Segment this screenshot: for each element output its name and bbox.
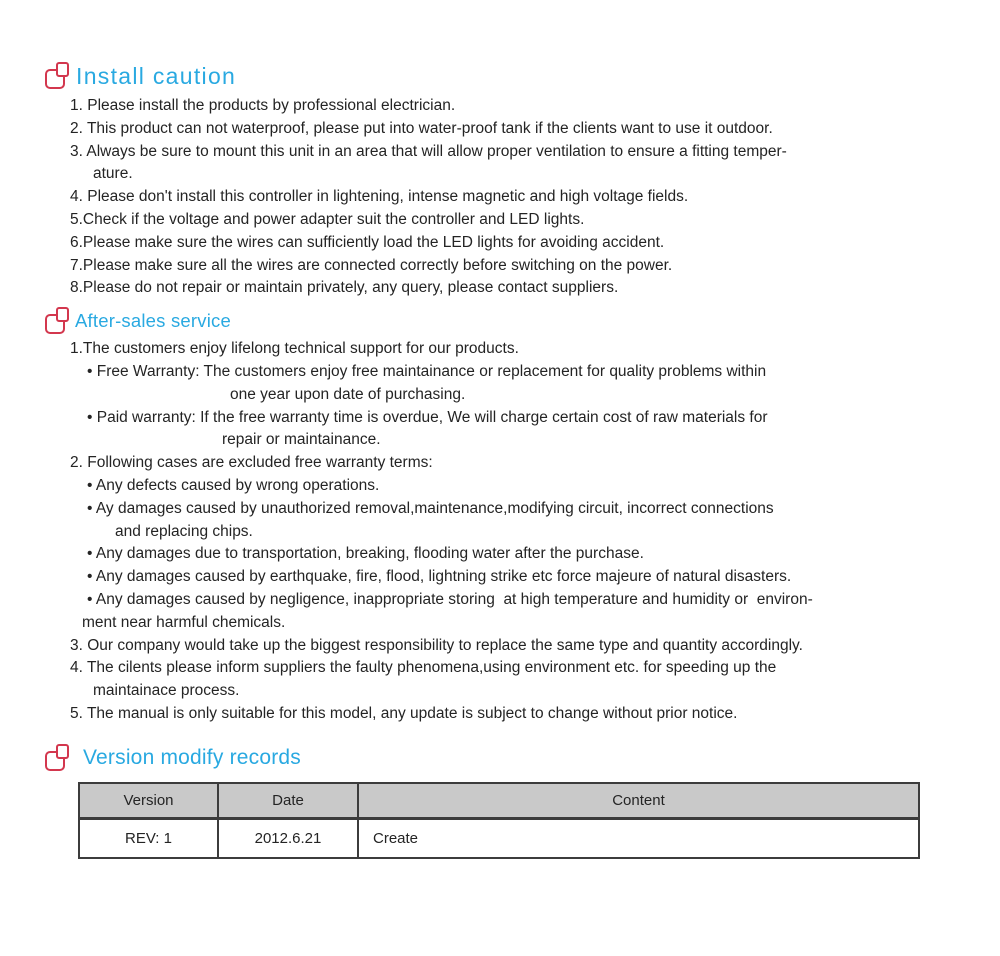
text-line: • Any defects caused by wrong operations.	[87, 476, 380, 494]
version-table-header-row	[79, 783, 919, 819]
pages-icon-front-square	[56, 307, 69, 322]
text-line: 5.Check if the voltage and power adapter suit the controller and LED lights.	[70, 210, 585, 228]
text-line: 2. This product can not waterproof, please put into water-proof tank if the clients want to use it outdoor.	[70, 119, 773, 137]
overlap-pages-icon	[45, 62, 72, 90]
text-line: 8.Please do not repair or maintain privately, any query, please contact suppliers.	[70, 279, 619, 297]
section-after-sales-service	[0, 307, 1000, 726]
text-line: 4. Please don't install this controller in lightening, intense magnetic and high voltage fields.	[70, 188, 689, 206]
section-title: After-sales service	[75, 310, 231, 332]
text-line: • Free Warranty: The customers enjoy free maintainance or replacement for quality problems within	[87, 362, 767, 380]
text-line: 3. Always be sure to mount this unit in an area that will allow proper ventilation to ensure a fitting temper-	[70, 142, 787, 160]
table-header-cell: Version	[79, 783, 218, 819]
text-line: • Paid warranty: If the free warranty time is overdue, We will charge certain cost of raw materials for	[87, 408, 768, 426]
text-line: • Ay damages caused by unauthorized removal,maintenance,modifying circuit, incorrect connections	[87, 499, 774, 517]
section-heading	[45, 742, 1000, 774]
text-line: • Any damages caused by negligence, inappropriate storing at high temperature and humidity or environ-	[87, 590, 813, 608]
text-line: maintainace process.	[93, 682, 240, 700]
section-heading	[45, 60, 1000, 92]
text-line: and replacing chips.	[115, 522, 253, 540]
section-heading	[45, 307, 1000, 335]
section-version-modify-records	[0, 742, 1000, 859]
section-install-caution	[0, 60, 1000, 300]
text-line: 1. Please install the products by professional electrician.	[70, 97, 456, 114]
section-title: Version modify records	[83, 745, 301, 769]
text-line: one year upon date of purchasing.	[230, 385, 466, 403]
text-line: ature.	[93, 165, 133, 183]
section-body	[0, 95, 1000, 300]
table-cell: 2012.6.21	[218, 818, 358, 858]
text-line: 1.The customers enjoy lifelong technical support for our products.	[70, 340, 519, 358]
section-title: Install caution	[76, 62, 237, 89]
text-line: 5. The manual is only suitable for this model, any update is subject to change without prior notice.	[70, 704, 738, 722]
table-cell: Create	[358, 818, 919, 858]
pages-icon-front-square	[56, 62, 69, 77]
text-line: • Any damages due to transportation, breaking, flooding water after the purchase.	[87, 545, 644, 563]
text-line: 2. Following cases are excluded free warranty terms:	[70, 454, 433, 472]
table-header-cell: Date	[218, 783, 358, 819]
table-header-cell: Content	[358, 783, 919, 819]
text-line: 7.Please make sure all the wires are connected correctly before switching on the power.	[70, 256, 673, 274]
pages-icon-front-square	[56, 744, 69, 759]
text-line: • Any damages caused by earthquake, fire, flood, lightning strike etc force majeure of natural disasters.	[87, 568, 792, 586]
text-line: 4. The cilents please inform suppliers the faulty phenomena,using environment etc. for speeding up the	[70, 659, 777, 677]
table-cell: REV: 1	[79, 818, 218, 858]
table-row	[79, 818, 919, 858]
text-line: repair or maintainance.	[222, 431, 381, 449]
version-records-table	[78, 782, 920, 859]
version-table-body	[79, 818, 919, 858]
overlap-pages-icon	[45, 744, 72, 772]
overlap-pages-icon	[45, 307, 72, 335]
text-line: 3. Our company would take up the biggest responsibility to replace the same type and quantity accordingly.	[70, 636, 803, 654]
section-body	[0, 338, 1000, 726]
text-line: ment near harmful chemicals.	[82, 613, 286, 631]
text-line: 6.Please make sure the wires can sufficiently load the LED lights for avoiding accident.	[70, 233, 665, 251]
